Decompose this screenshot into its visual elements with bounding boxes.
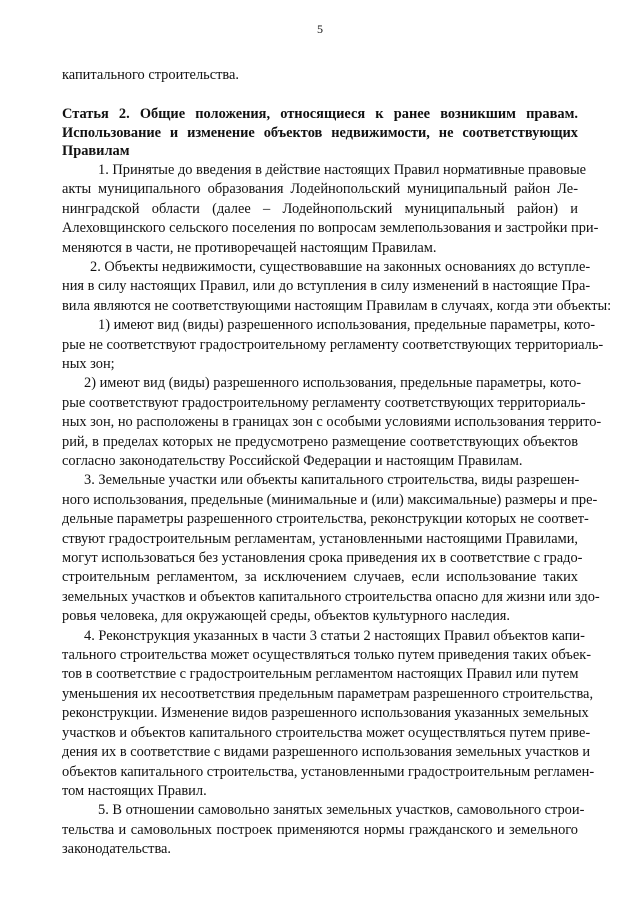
paragraph-line: рые не соответствуют градостроительному регламенту соответствующих территориаль-	[62, 336, 604, 353]
paragraph-line: 1) имеют вид (виды) разрешенного использования, предельные параметры, кото-	[98, 317, 596, 334]
intro-line: капитального строительства.	[62, 67, 239, 83]
paragraph-line: ния в силу настоящих Правил, или до вступления в силу изменений в настоящие Пра-	[62, 278, 591, 295]
paragraph-line: 2. Объекты недвижимости, существовавшие на законных основаниях до вступле-	[90, 258, 591, 275]
paragraph-line: тального строительства может осуществляться только путем приведения таких объек-	[62, 647, 591, 664]
paragraph-line: нинградской области (далее – Лодейнопольский муниципальный район) и	[62, 200, 578, 217]
article-title-line: Правилам	[62, 143, 130, 160]
paragraph-line: реконструкции. Изменение видов разрешенного использования указанных земельных	[62, 705, 589, 722]
paragraph-line: ных зон;	[62, 355, 115, 372]
paragraph-line: ствуют градостроительным регламентам, установленными настоящими Правилами,	[62, 530, 578, 547]
paragraph-line: законодательства.	[62, 841, 172, 858]
page-number: 5	[317, 22, 323, 36]
list-item-2	[62, 374, 602, 471]
paragraph-line: 5. В отношении самовольно занятых земельных участков, самовольного строи-	[98, 802, 585, 819]
paragraph-line: вила являются не соответствующими настоящим Правилам в случаях, когда эти объекты:	[62, 297, 612, 314]
paragraph-line: уменьшения их несоответствия предельным параметрам разрешенного строительства,	[62, 685, 594, 702]
document-body	[62, 66, 612, 860]
paragraph-line: ровья человека, для окружающей среды, объектов культурного наследия.	[62, 608, 510, 625]
paragraph-4	[62, 627, 595, 802]
paragraph-line: земельных участков и объектов капитального строительства опасно для жизни или здо-	[62, 588, 600, 605]
paragraph-5	[62, 801, 585, 859]
paragraph-line: могут использоваться без установления срока приведения их в соответствие с градо-	[62, 550, 583, 567]
paragraph-line: рые соответствуют градостроительному регламенту соответствующих территориаль-	[62, 394, 586, 411]
paragraph-1	[62, 161, 599, 258]
paragraph-line: 4. Реконструкция указанных в части 3 статьи 2 настоящих Правил объектов капи-	[84, 627, 585, 644]
paragraph-line: согласно законодательству Российской Федерации и настоящим Правилам.	[62, 453, 523, 469]
paragraph-line: тельства и самовольных построек применяются нормы гражданского и земельного	[62, 821, 578, 838]
paragraph-line: 1. Принятые до введения в действие настоящих Правил нормативные правовые	[98, 161, 587, 178]
paragraph-line: том настоящих Правил.	[62, 782, 207, 799]
paragraph-line: 3. Земельные участки или объекты капитального строительства, виды разрешен-	[84, 472, 580, 489]
paragraph-line: ных зон, но расположены в границах зон с особыми условиями использования террито-	[62, 414, 602, 431]
article-title-line: Статья 2. Общие положения, относящиеся к ранее возникшим правам.	[62, 106, 578, 123]
list-item-1	[62, 316, 604, 374]
paragraph-line: рий, в пределах которых не предусмотрено размещение соответствующих объектов	[62, 433, 578, 450]
paragraph-line: дельные параметры разрешенного строительства, реконструкции которых не соответ-	[62, 511, 589, 528]
paragraph-line: ного использования, предельные (минимальные и (или) максимальные) размеры и пре-	[62, 491, 598, 508]
paragraph-line: акты муниципального образования Лодейнопольский муниципальный район Ле-	[62, 181, 578, 198]
paragraph-line: участков и объектов капитального строительства может осуществляться путем приве-	[62, 724, 591, 741]
paragraph-line: тов в соответствие с градостроительным регламентом настоящих Правил или путем	[62, 666, 579, 683]
paragraph-3	[62, 471, 600, 626]
paragraph-line: дения их в соответствие с видами разрешенного использования земельных участков и	[62, 744, 591, 761]
paragraph-line: меняются в части, не противоречащей настоящим Правилам.	[62, 239, 437, 256]
paragraph-line: объектов капитального строительства, установленными градостроительным регламен-	[62, 763, 595, 780]
paragraph-line: Алеховщинского сельского поселения по вопросам землепользования и застройки при-	[62, 220, 599, 237]
paragraph-2	[62, 258, 612, 316]
paragraph-line: строительным регламентом, за исключением случаев, если использование таких	[62, 569, 578, 586]
article-heading	[62, 105, 578, 161]
paragraph-line: 2) имеют вид (виды) разрешенного использования, предельные параметры, кото-	[84, 375, 582, 392]
article-title-line: Использование и изменение объектов недвижимости, не соответствующих	[62, 124, 578, 141]
